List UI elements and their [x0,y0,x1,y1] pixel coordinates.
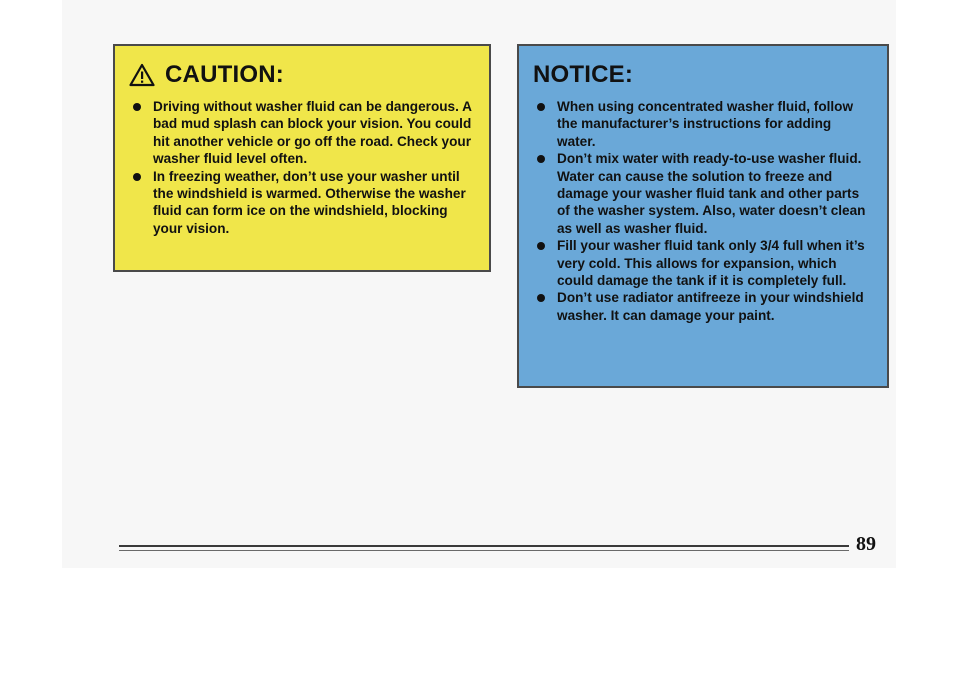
manual-page [62,0,896,568]
bullet-icon [537,294,545,302]
bullet-icon [537,242,545,250]
bullet-icon [133,173,141,181]
caution-item: In freezing weather, don’t use your washer until the windshield is warmed. Otherwise the washer fluid can form ice on the windshield, blocking your vision. [127,168,475,238]
footer-rule-bottom [119,550,849,551]
notice-item: Fill your washer fluid tank only 3/4 full when it’s very cold. This allows for expansion, which could damage the tank if it is completely full. [531,237,873,289]
notice-box [517,44,889,388]
caution-heading [129,60,475,90]
notice-item: When using concentrated washer fluid, follow the manufacturer’s instructions for adding water. [531,98,873,150]
notice-list [531,98,873,324]
caution-list [127,98,475,237]
notice-item: Don’t use radiator antifreeze in your windshield washer. It can damage your paint. [531,289,873,324]
bullet-icon [537,155,545,163]
bullet-icon [537,103,545,111]
caution-heading-text: CAUTION: [165,61,284,88]
caution-item: Driving without washer fluid can be dangerous. A bad mud splash can block your vision. You could hit another vehicle or go off the road. Check your washer fluid level often. [127,98,475,168]
caution-box [113,44,491,272]
notice-heading: NOTICE: [533,61,634,88]
page-number: 89 [856,533,876,555]
bullet-icon [133,103,141,111]
notice-item: Don’t mix water with ready-to-use washer fluid. Water can cause the solution to freeze and damage your washer fluid tank and other parts of the washer system. Also, water doesn’t clean as well as washer fluid. [531,150,873,237]
footer-rule-top [119,545,849,547]
warning-triangle-icon [129,63,155,87]
